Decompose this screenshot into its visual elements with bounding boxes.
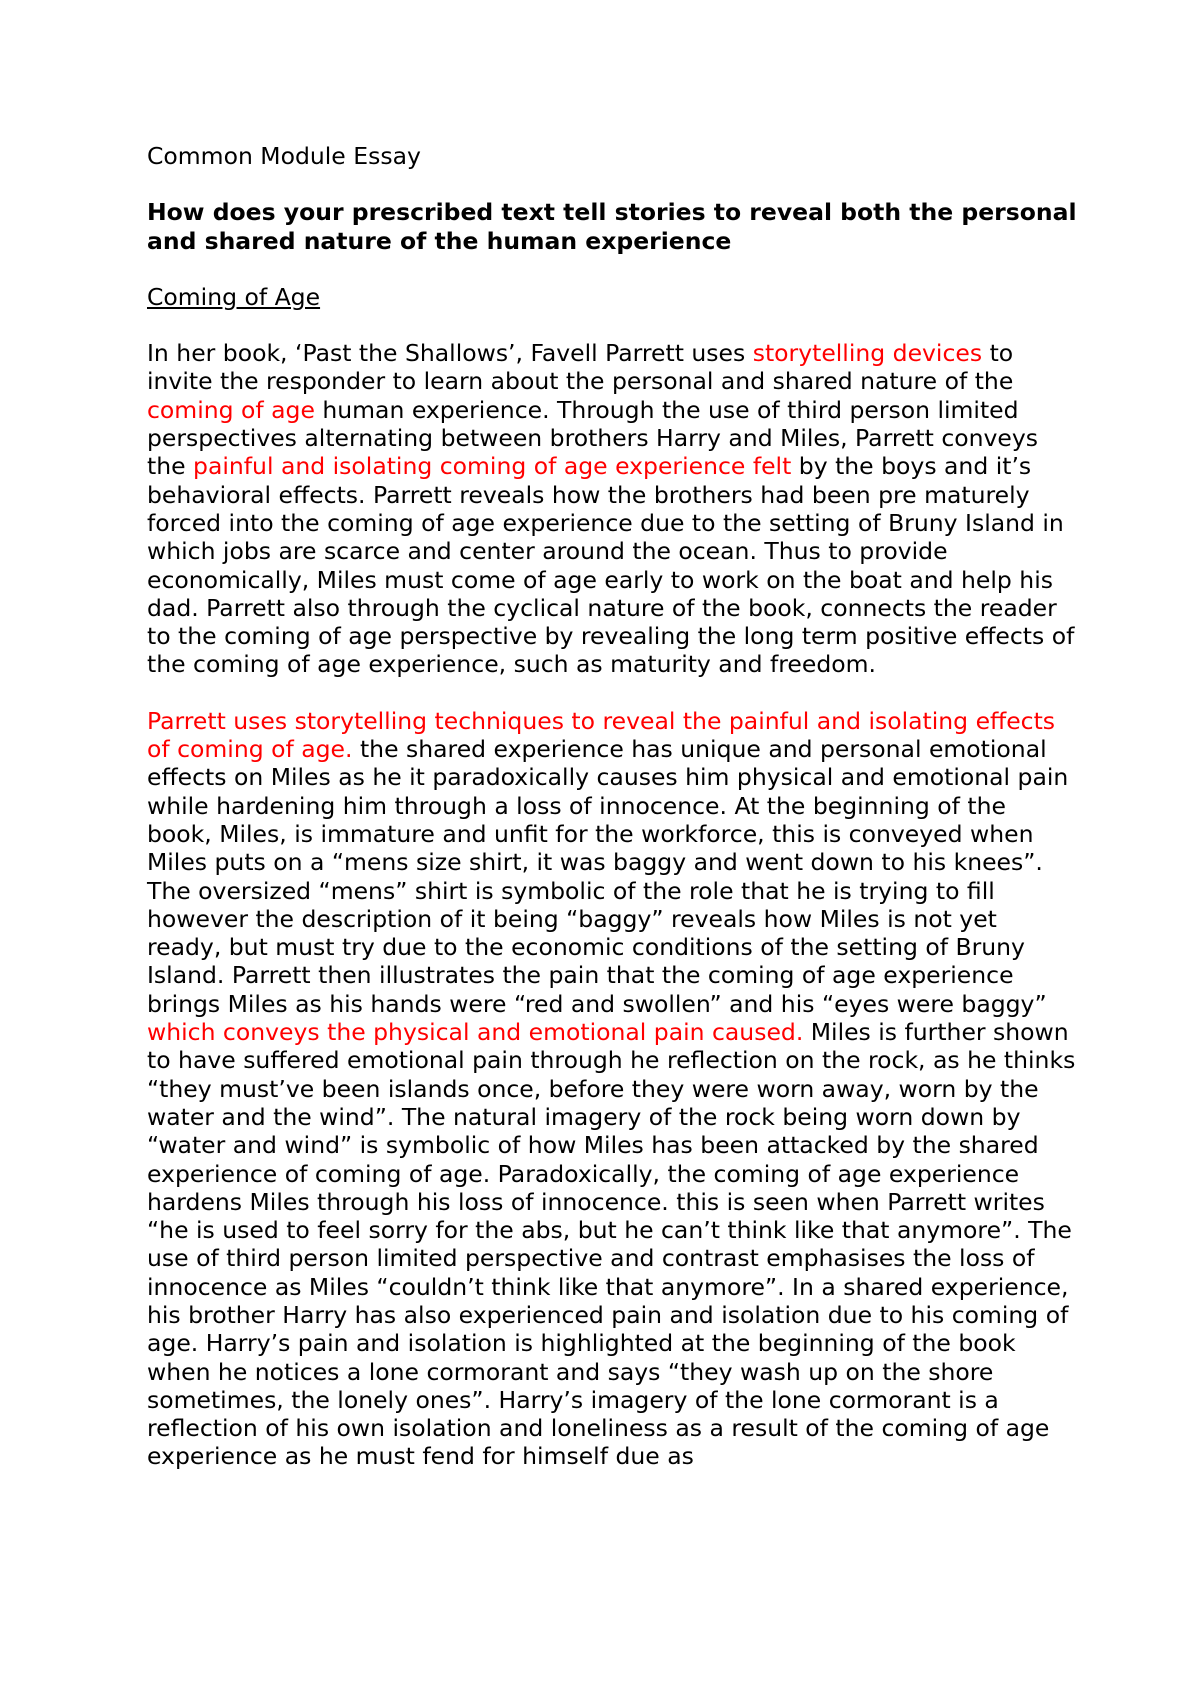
paragraph-text: by the boys and it’s behavioral effects. Parrett reveals how the brothers had been pre maturely forced into the coming of age experience due to the setting of Bruny Island in which jobs are scarce and center around the ocean. Thus to provide economically, Miles must come of age early to work on the boat and help his dad. Parrett also through the cyclical nature of the book, connects the reader to the coming of age perspective by revealing the long term positive effects of the coming of age experience, such as maturity and freedom. <box>147 452 1075 679</box>
paragraph-text: to invite the responder to learn about the personal and shared nature of the <box>147 339 1014 396</box>
body-paragraph <box>147 339 1077 679</box>
highlighted-text: which conveys the physical and emotional pain caused. <box>147 1018 804 1047</box>
highlighted-text: storytelling devices <box>752 339 983 368</box>
paragraphs-container <box>147 339 1077 1471</box>
highlighted-text: painful and isolating coming of age experience felt <box>193 452 792 481</box>
document-body <box>147 142 1077 1471</box>
document-title: Common Module Essay <box>147 142 421 170</box>
paragraph-text: human experience. Through the use of third person limited perspectives alternating between brothers Harry and Miles, Parrett conveys the <box>147 395 1039 481</box>
paragraph-text: In her book, ‘Past the Shallows’, Favell Parrett uses <box>147 339 753 368</box>
highlighted-text: coming of age <box>147 395 315 424</box>
essay-question: How does your prescribed text tell stories to reveal both the personal and shared nature of the human experience <box>147 198 1077 255</box>
section-heading: Coming of Age <box>147 282 321 311</box>
body-paragraph <box>147 707 1077 1471</box>
highlighted-text: Parrett uses storytelling techniques to reveal the painful and isolating effects of coming of age. <box>147 706 1056 764</box>
paragraph-text: the shared experience has unique and personal emotional effects on Miles as he it paradoxically causes him physical and emotional pain while hardening him through a loss of innocence. At the beginning of the book, Miles, is immature and unfit for the workforce, this is conveyed when Miles puts on a “mens size shirt, it was baggy and went down to his knees”. The oversized “mens” shirt is symbolic of the role that he is trying to fill however the description of it being “baggy” reveals how Miles is not yet ready, but must try due to the economic conditions of the setting of Bruny Island. Parrett then illustrates the pain that the coming of age experience brings Miles as his hands were “red and swollen” and his “eyes were baggy” <box>147 735 1069 1018</box>
paragraph-text: Miles is further shown to have suffered emotional pain through he reflection on the rock, as he thinks “they must’ve been islands once, before they were worn away, worn by the water and the wind”. The natural imagery of the rock being worn down by “water and wind” is symbolic of how Miles has been attacked by the shared experience of coming of age. Paradoxically, the coming of age experience hardens Miles through his loss of innocence. this is seen when Parrett writes “he is used to feel sorry for the abs, but he can’t think like that anymore”. The use of third person limited perspective and contrast emphasises the loss of innocence as Miles “couldn’t think like that anymore”. In a shared experience, his brother Harry has also experienced pain and isolation due to his coming of age. Harry’s pain and isolation is highlighted at the beginning of the book when he notices a lone cormorant and says “they wash up on the shore sometimes, the lonely ones”. Harry’s imagery of the lone cormorant is a reflection of his own isolation and loneliness as a result of the coming of age experience as he must fend for himself due as <box>147 1018 1076 1471</box>
